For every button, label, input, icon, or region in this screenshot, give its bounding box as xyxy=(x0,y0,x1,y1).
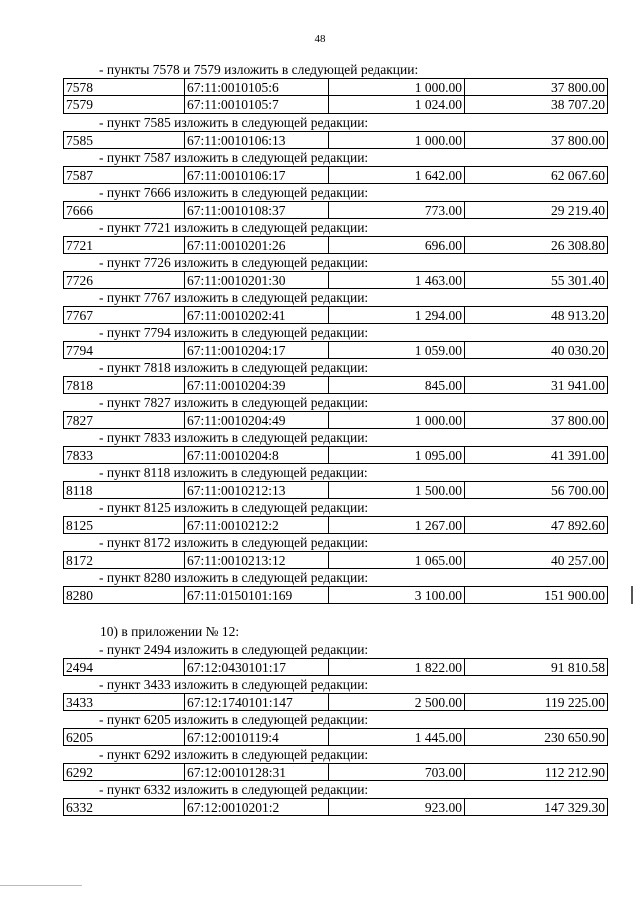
item-number-cell: 7578 xyxy=(64,79,185,95)
amendment-intro: - пункт 7767 изложить в следующей редакции: xyxy=(99,290,369,305)
amendment-intro: - пункт 7721 изложить в следующей редакции: xyxy=(99,220,369,235)
amendment-intro: - пункт 8280 изложить в следующей редакции: xyxy=(99,570,369,585)
cadastral-number-cell: 67:11:0010212:2 xyxy=(185,517,329,533)
amendment-intro: - пункты 7578 и 7579 изложить в следующей редакции: xyxy=(99,62,419,77)
amendment-intro: - пункт 7666 изложить в следующей редакции: xyxy=(99,185,369,200)
value-cell: 29 219.40 xyxy=(551,203,605,218)
item-number-cell: 8118 xyxy=(64,482,185,498)
item-number-cell: 8172 xyxy=(64,552,185,568)
area-cell: 1 463.00 xyxy=(329,272,465,288)
amendment-intro: - пункт 6292 изложить в следующей редакции: xyxy=(99,747,369,762)
table-row xyxy=(63,306,608,324)
table-row xyxy=(63,446,608,464)
amendment-intro: - пункт 7585 изложить в следующей редакции: xyxy=(99,115,369,130)
table-row xyxy=(63,763,608,781)
table-row xyxy=(63,411,608,429)
table-row xyxy=(63,131,608,149)
area-cell: 1 822.00 xyxy=(329,659,465,675)
cadastral-number-cell: 67:12:0010119:4 xyxy=(185,729,329,745)
area-cell: 1 000.00 xyxy=(329,132,465,148)
area-cell: 1 095.00 xyxy=(329,447,465,463)
table-row xyxy=(63,798,608,816)
amendment-intro: - пункт 7726 изложить в следующей редакции: xyxy=(99,255,369,270)
amendment-intro: - пункт 7587 изложить в следующей редакции: xyxy=(99,150,369,165)
item-number-cell: 7833 xyxy=(64,447,185,463)
area-cell: 773.00 xyxy=(329,202,465,218)
table-row xyxy=(63,201,608,219)
item-number-cell: 6292 xyxy=(64,764,185,780)
item-number-cell: 7585 xyxy=(64,132,185,148)
area-cell: 1 000.00 xyxy=(329,79,465,95)
area-cell: 3 100.00 xyxy=(329,587,465,603)
value-cell: 56 700.00 xyxy=(551,483,605,498)
table-row xyxy=(63,96,608,114)
amendment-intro: - пункт 7818 изложить в следующей редакции: xyxy=(99,360,369,375)
area-cell: 696.00 xyxy=(329,237,465,253)
table-row xyxy=(63,78,608,96)
area-cell: 923.00 xyxy=(329,799,465,815)
value-cell: 31 941.00 xyxy=(551,378,605,393)
table-row xyxy=(63,516,608,534)
amendment-intro: - пункт 7827 изложить в следующей редакции: xyxy=(99,395,369,410)
item-number-cell: 7726 xyxy=(64,272,185,288)
value-cell: 37 800.00 xyxy=(551,133,605,148)
margin-mark xyxy=(631,586,633,604)
value-cell: 147 329.30 xyxy=(544,800,605,815)
value-cell: 91 810.58 xyxy=(551,660,605,675)
cadastral-number-cell: 67:11:0010213:12 xyxy=(185,552,329,568)
value-cell: 47 892.60 xyxy=(551,518,605,533)
table-row xyxy=(63,481,608,499)
value-cell: 37 800.00 xyxy=(551,80,605,95)
amendment-intro: - пункт 8172 изложить в следующей редакции: xyxy=(99,535,369,550)
cadastral-number-cell: 67:11:0010202:41 xyxy=(185,307,329,323)
value-cell: 40 257.00 xyxy=(551,553,605,568)
item-number-cell: 7579 xyxy=(64,96,185,113)
area-cell: 1 294.00 xyxy=(329,307,465,323)
cadastral-number-cell: 67:11:0010204:8 xyxy=(185,447,329,463)
cadastral-number-cell: 67:11:0010106:13 xyxy=(185,132,329,148)
value-cell: 119 225.00 xyxy=(544,695,605,710)
area-cell: 1 267.00 xyxy=(329,517,465,533)
value-cell: 230 650.90 xyxy=(544,730,605,745)
table-row xyxy=(63,551,608,569)
item-number-cell: 7827 xyxy=(64,412,185,428)
cadastral-number-cell: 67:11:0150101:169 xyxy=(185,587,329,603)
item-number-cell: 7794 xyxy=(64,342,185,358)
item-number-cell: 8125 xyxy=(64,517,185,533)
area-cell: 845.00 xyxy=(329,377,465,393)
value-cell: 26 308.80 xyxy=(551,238,605,253)
table-row xyxy=(63,166,608,184)
cadastral-number-cell: 67:11:0010204:39 xyxy=(185,377,329,393)
value-cell: 38 707.20 xyxy=(551,97,605,112)
value-cell: 151 900.00 xyxy=(544,588,605,603)
item-number-cell: 3433 xyxy=(64,694,185,710)
cadastral-number-cell: 67:12:0430101:17 xyxy=(185,659,329,675)
value-cell: 62 067.60 xyxy=(551,168,605,183)
table-row xyxy=(63,376,608,394)
cadastral-number-cell: 67:11:0010201:26 xyxy=(185,237,329,253)
table-row xyxy=(63,658,608,676)
cadastral-number-cell: 67:11:0010105:6 xyxy=(185,79,329,95)
item-number-cell: 8280 xyxy=(64,587,185,603)
cadastral-number-cell: 67:11:0010108:37 xyxy=(185,202,329,218)
area-cell: 1 445.00 xyxy=(329,729,465,745)
value-cell: 40 030.20 xyxy=(551,343,605,358)
amendment-intro: - пункт 7833 изложить в следующей редакции: xyxy=(99,430,369,445)
area-cell: 1 059.00 xyxy=(329,342,465,358)
page-number: 48 xyxy=(314,33,326,45)
cadastral-number-cell: 67:11:0010105:7 xyxy=(185,96,329,113)
item-number-cell: 7721 xyxy=(64,237,185,253)
amendment-intro: - пункт 7794 изложить в следующей редакции: xyxy=(99,325,369,340)
area-cell: 1 065.00 xyxy=(329,552,465,568)
value-cell: 48 913.20 xyxy=(551,308,605,323)
section-heading: 10) в приложении № 12: xyxy=(100,624,240,639)
cadastral-number-cell: 67:11:0010212:13 xyxy=(185,482,329,498)
item-number-cell: 7818 xyxy=(64,377,185,393)
amendment-intro: - пункт 8125 изложить в следующей редакции: xyxy=(99,500,369,515)
cadastral-number-cell: 67:11:0010204:49 xyxy=(185,412,329,428)
cadastral-number-cell: 67:12:1740101:147 xyxy=(185,694,329,710)
area-cell: 2 500.00 xyxy=(329,694,465,710)
table-row xyxy=(63,728,608,746)
value-cell: 37 800.00 xyxy=(551,413,605,428)
area-cell: 1 000.00 xyxy=(329,412,465,428)
area-cell: 1 500.00 xyxy=(329,482,465,498)
cadastral-number-cell: 67:11:0010201:30 xyxy=(185,272,329,288)
cadastral-number-cell: 67:12:0010128:31 xyxy=(185,764,329,780)
cadastral-number-cell: 67:12:0010201:2 xyxy=(185,799,329,815)
table-row xyxy=(63,271,608,289)
table-row xyxy=(63,693,608,711)
amendment-intro: - пункт 6332 изложить в следующей редакции: xyxy=(99,782,369,797)
area-cell: 1 024.00 xyxy=(329,96,465,113)
item-number-cell: 7666 xyxy=(64,202,185,218)
footnote-separator xyxy=(0,885,82,886)
value-cell: 55 301.40 xyxy=(551,273,605,288)
area-cell: 1 642.00 xyxy=(329,167,465,183)
amendment-intro: - пункт 2494 изложить в следующей редакции: xyxy=(99,642,369,657)
item-number-cell: 7767 xyxy=(64,307,185,323)
amendment-intro: - пункт 3433 изложить в следующей редакции: xyxy=(99,677,369,692)
item-number-cell: 6205 xyxy=(64,729,185,745)
area-cell: 703.00 xyxy=(329,764,465,780)
amendment-intro: - пункт 6205 изложить в следующей редакции: xyxy=(99,712,369,727)
amendment-intro: - пункт 8118 изложить в следующей редакции: xyxy=(99,465,368,480)
value-cell: 41 391.00 xyxy=(551,448,605,463)
document-body xyxy=(63,61,608,816)
cadastral-number-cell: 67:11:0010204:17 xyxy=(185,342,329,358)
table-row xyxy=(63,236,608,254)
item-number-cell: 2494 xyxy=(64,659,185,675)
item-number-cell: 6332 xyxy=(64,799,185,815)
value-cell: 112 212.90 xyxy=(544,765,605,780)
item-number-cell: 7587 xyxy=(64,167,185,183)
table-row xyxy=(63,341,608,359)
cadastral-number-cell: 67:11:0010106:17 xyxy=(185,167,329,183)
table-row xyxy=(63,586,608,604)
